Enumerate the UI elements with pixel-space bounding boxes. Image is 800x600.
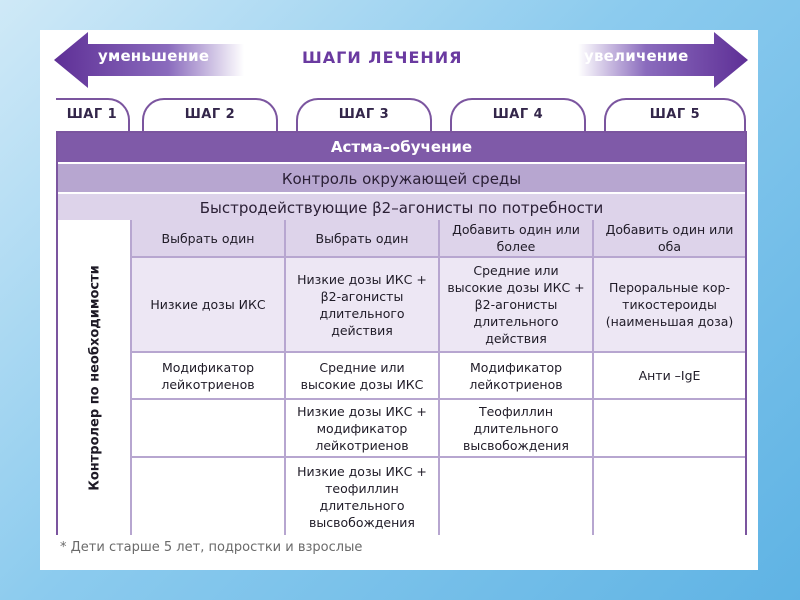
- table-cell: [594, 458, 745, 535]
- decrease-label: уменьшение: [98, 47, 210, 65]
- table-cell: Анти –IgE: [594, 353, 745, 400]
- table-cell: Модификатор лейкотриенов: [132, 353, 286, 400]
- increase-label: увеличение: [584, 47, 689, 65]
- environment-band: Контроль окружающей среды: [58, 162, 745, 192]
- tab-step-5: ШАГ 5: [604, 98, 746, 132]
- header-cell-step-2: Выбрать один: [132, 220, 286, 258]
- table-cell: Средние или высокие дозы ИКС: [286, 353, 440, 400]
- table-cell: [132, 400, 286, 458]
- table-cell: Теофиллин длительного высвобождения: [440, 400, 594, 458]
- footnote: * Дети старше 5 лет, подростки и взрослые: [60, 540, 363, 555]
- education-band: Астма–обучение: [58, 133, 745, 162]
- page-title: ШАГИ ЛЕЧЕНИЯ: [302, 48, 463, 67]
- table-cell: Низкие дозы ИКС + модификатор лейкотриенов: [286, 400, 440, 458]
- table-cell: Низкие дозы ИКС + β2-агонисты длительного действия: [286, 258, 440, 353]
- header-cell-step-5: Добавить один или оба: [594, 220, 745, 258]
- header-cell-step-3: Выбрать один: [286, 220, 440, 258]
- controller-column: [58, 220, 132, 535]
- table-cell: [440, 458, 594, 535]
- tab-step-1: ШАГ 1: [56, 98, 130, 132]
- table-cell: Низкие дозы ИКС + теофиллин длительного высвобождения: [286, 458, 440, 535]
- table-cell: Пероральные кор-тикостероиды (наименьшая доза): [594, 258, 745, 353]
- short-acting-band: Быстродействующие β2–агонисты по потребности: [58, 192, 745, 220]
- table-cell: Низкие дозы ИКС: [132, 258, 286, 353]
- tab-step-4: ШАГ 4: [450, 98, 586, 132]
- table-cell: [132, 458, 286, 535]
- decrease-arrow: [54, 32, 244, 88]
- treatment-table: [56, 131, 747, 535]
- tab-step-2: ШАГ 2: [142, 98, 278, 132]
- table-cell: [594, 400, 745, 458]
- header-cell-step-4: Добавить один или более: [440, 220, 594, 258]
- table-cell: Модификатор лейкотриенов: [440, 353, 594, 400]
- side-label: Контролер по необходимости: [87, 265, 103, 491]
- slide: [40, 30, 758, 570]
- increase-arrow: [578, 32, 748, 88]
- tab-step-3: ШАГ 3: [296, 98, 432, 132]
- table-cell: Средние или высокие дозы ИКС + β2-агонисты длительного действия: [440, 258, 594, 353]
